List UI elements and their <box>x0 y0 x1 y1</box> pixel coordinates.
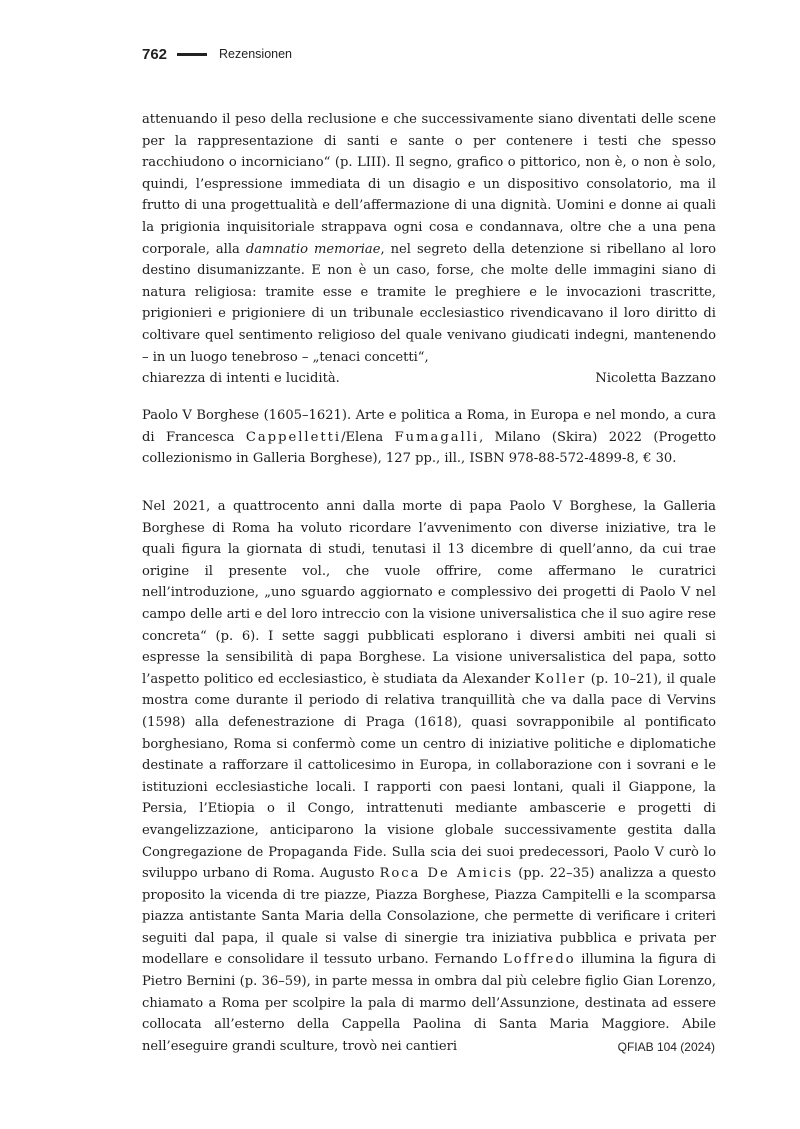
journal-footer: QFIAB 104 (2024) <box>617 1040 715 1054</box>
header-rule <box>177 53 207 56</box>
review-text: (p. 10–21), il quale mostra come durante il periodo di relativa tranquillità che va dalla pace di Vervins (1598) alla defenestrazione di Praga (1618), quasi sovrapponibile al pontificato borghesiano, Roma si confermò come un centro di iniziative politiche e diplomatiche destinate a rafforzare il cattolicesimo in Europa, in collaborazione con i sovrani e le istituzioni ecclesiastiche locali. I rapporti con paesi lontani, quali il Giappone, la Persia, l’Etiopia o il Congo, intrattenuti mediante ambascerie e progetti di evangelizzazione, anticiparono la visione globale successivamente gestita dalla Congregazione de Propaganda Fide. Sulla scia dei suoi predecessori, Paolo V curò lo sviluppo urbano di Roma. Augusto <box>142 671 717 882</box>
signature-line <box>142 368 716 390</box>
author-name: Koller <box>534 671 587 687</box>
review-body <box>142 496 716 1057</box>
citation-paragraph <box>142 405 716 470</box>
review-text: , nel segreto della detenzione si ribellano al loro destino disumanizzante. E non è un caso, forse, che molte delle immagini siano di natura religiosa: tramite esse e tramite le preghiere e le invocazioni trascritte, prigionieri e prigioniere di un tribunale ecclesiastico rivendicavano il loro diritto di coltivare quel sentimento religioso del quale venivano giudicati indegni, mantenendo – in un luogo tenebroso – „tenaci concetti“, <box>142 241 717 365</box>
review-paragraph <box>142 496 716 1057</box>
review-paragraph <box>142 109 716 368</box>
running-header <box>142 42 702 66</box>
citation-details: , Milano (Skira) 2022 (Progetto collezionismo in Galleria Borghese), 127 pp., ill., ISBN 978-88-572-4899-8, € 30. <box>142 429 716 467</box>
latin-term: damnatio memoriae <box>245 241 381 257</box>
reviewer-signature: Nicoletta Bazzano <box>595 371 716 387</box>
editor-name: Cappelletti <box>245 429 342 445</box>
author-name: Roca De Amicis <box>379 866 514 882</box>
editor-name: Fumagalli <box>394 429 480 445</box>
citation-text: /Elena <box>341 429 395 445</box>
review-text: (pp. 22–35) analizza a questo proposito la vicenda di tre piazze, Piazza Borghese, Piazza Campitelli e la scomparsa piazza antistante Santa Maria della Consolazione, che permette di verificare i criteri seguiti dal papa, il quale si valse di sinergie tra iniziativa pubblica e privata per modellare e consolidare il tessuto urbano. Fernando <box>142 866 716 968</box>
section-title: Rezensionen <box>219 47 292 61</box>
review-text: illumina la figura di Pietro Bernini (p. 36–59), in parte messa in ombra dal più celebre figlio Gian Lorenzo, chiamato a Roma per scolpire la pala di marmo dell’Assunzione, destinata ad essere collocata all’esterno della Cappella Paolina di Santa Maria Maggiore. Abile nell’eseguire grandi sculture, trovò nei cantieri <box>142 952 716 1054</box>
review-text: attenuando il peso della reclusione e che successivamente siano diventati delle scene per la rappresentazione di santi e sante o per contenere i testi che spesso racchiudono o incorniciano“ (p. LIII). Il segno, grafico o pittorico, non è, o non è solo, quindi, l’espressione immediata di un disagio e un dispositivo consolatorio, ma il frutto di una progettualità e dell’affermazione di una dignità. Uomini e donne ai quali la prigionia inquisitoriale strappava ogni cosa e condannava, oltre che a una pena corporale, alla <box>142 112 716 257</box>
citation-title: Paolo V Borghese (1605–1621). Arte e politica a Roma, in Europa e nel mondo, a cura di Francesca <box>142 408 716 445</box>
book-citation <box>142 405 716 470</box>
review-conclusion <box>142 109 716 390</box>
review-last-line: chiarezza di intenti e lucidità. <box>142 371 340 387</box>
author-name: Loffredo <box>503 952 576 968</box>
review-text: Nel 2021, a quattrocento anni dalla morte di papa Paolo V Borghese, la Galleria Borghese di Roma ha voluto ricordare l’avvenimento con diverse iniziative, tra le quali figura la giornata di studi, tenutasi il 13 dicembre di quell’anno, da cui trae origine il presente vol., che vuole offrire, come affermano le curatrici nell’introduzione, „uno sguardo aggiornato e complessivo dei progetti di Paolo V nel campo delle arti e del loro intreccio con la visione universalistica che il suo agire rese concreta“ (p. 6). I sette saggi pubblicati esplorano i diversi ambiti nei quali si espresse la sensibilità di papa Borghese. La visione universalistica del papa, sotto l’aspetto politico ed ecclesiastico, è studiata da Alexander <box>142 499 716 687</box>
page-number: 762 <box>142 45 168 63</box>
